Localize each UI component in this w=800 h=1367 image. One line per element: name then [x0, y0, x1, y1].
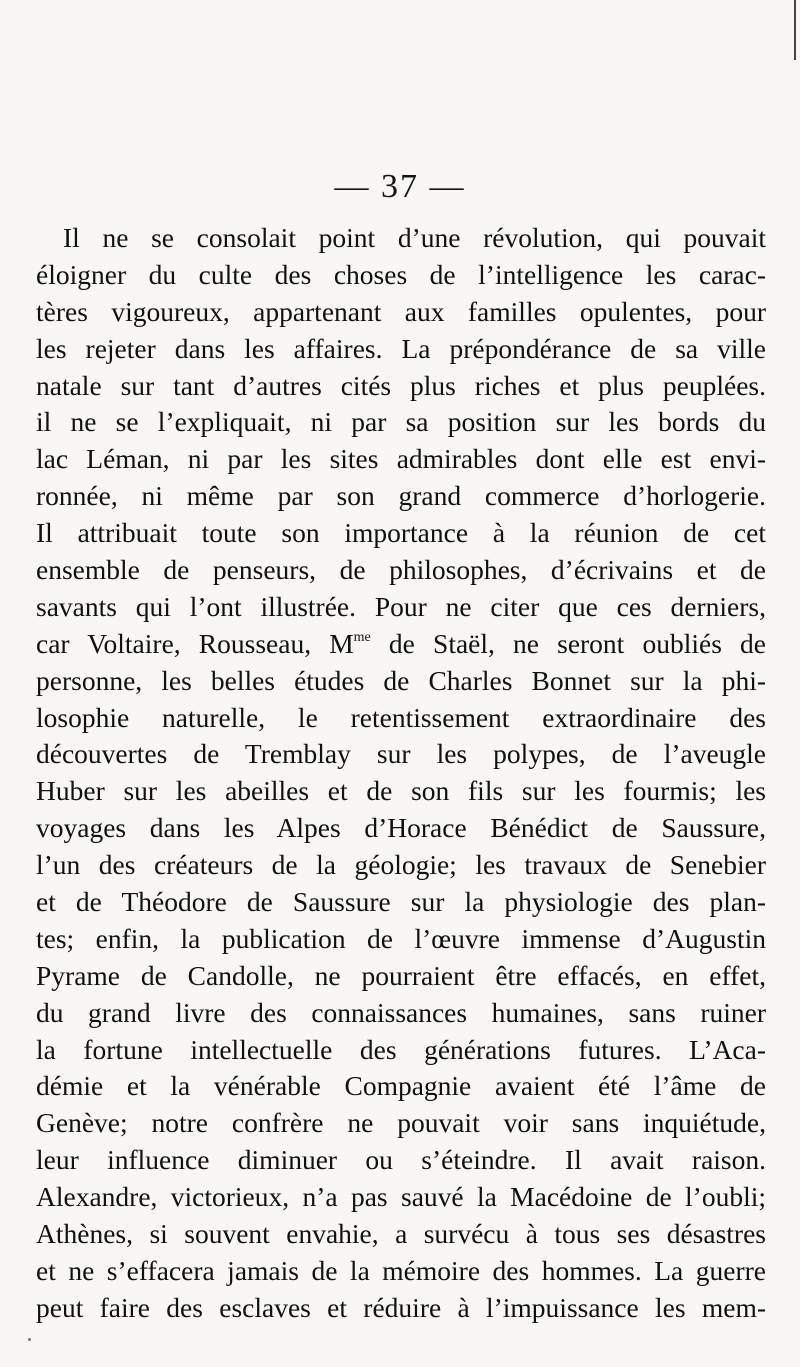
text-line: natale sur tant d’autres cités plus riches et plus peuplées.: [36, 369, 766, 401]
text-line: savants qui l’ont illustrée. Pour ne citer que ces derniers,: [36, 590, 766, 622]
text-line: Athènes, si souvent envahie, a survécu à tous ses désastres: [36, 1218, 766, 1250]
body-text: [36, 220, 766, 1327]
text-line: losophie naturelle, le retentissement extraordinaire des: [36, 701, 766, 733]
text-line: tères vigoureux, appartenant aux familles opulentes, pour: [36, 295, 766, 327]
page-number: — 37 —: [334, 168, 466, 205]
text-line: voyages dans les Alpes d’Horace Bénédict de Saussure,: [36, 812, 766, 844]
text-line: les rejeter dans les affaires. La prépondérance de sa ville: [36, 332, 766, 364]
text-line: Il ne se consolait point d’une révolution, qui pouvait: [63, 222, 766, 253]
text-line: personne, les belles études de Charles Bonnet sur la phi-: [36, 664, 766, 696]
text-line-with-superscript: [36, 626, 766, 663]
superscript: me: [353, 629, 371, 645]
text-line: tes; enfin, la publication de l’œuvre immense d’Augustin: [36, 922, 766, 954]
text-line: ronnée, ni même par son grand commerce d’horlogerie.: [36, 480, 766, 512]
text-line: Alexandre, victorieux, n’a pas sauvé la Macédoine de l’oubli;: [36, 1181, 766, 1213]
text-line: Huber sur les abeilles et de son fils sur les fourmis; les: [36, 775, 766, 807]
text-line: la fortune intellectuelle des générations futures. L’Aca-: [36, 1033, 766, 1065]
text-line: Pyrame de Candolle, ne pourraient être effacés, en effet,: [36, 959, 766, 991]
text-line: démie et la vénérable Compagnie avaient été l’âme de: [36, 1070, 766, 1102]
text-segment: car Voltaire, Rousseau, M: [36, 627, 354, 659]
text-line: lac Léman, ni par les sites admirables dont elle est envi-: [36, 443, 766, 475]
text-line: Il attribuait toute son importance à la réunion de cet: [36, 517, 766, 549]
text-line: découvertes de Tremblay sur les polypes, de l’aveugle: [36, 738, 766, 770]
text-line: ensemble de penseurs, de philosophes, d’écrivains et de: [36, 554, 766, 586]
text-line: et de Théodore de Saussure sur la physiologie des plan-: [36, 886, 766, 918]
text-line: et ne s’effacera jamais de la mémoire des hommes. La guerre: [36, 1254, 766, 1286]
text-line: éloigner du culte des choses de l’intelligence les carac-: [36, 258, 766, 290]
scan-speck: [28, 1338, 31, 1341]
text-line: l’un des créateurs de la géologie; les travaux de Senebier: [36, 849, 766, 881]
text-line: du grand livre des connaissances humaines, sans ruiner: [36, 996, 766, 1028]
scan-edge-mark: [794, 0, 796, 60]
text-line: il ne se l’expliquait, ni par sa position sur les bords du: [36, 406, 766, 438]
text-segment: de Staël, ne seront oubliés de: [370, 627, 766, 659]
text-line: Genève; notre confrère ne pouvait voir sans inquiétude,: [36, 1107, 766, 1139]
text-line: peut faire des esclaves et réduire à l’impuissance les mem-: [36, 1291, 766, 1323]
text-line: leur influence diminuer ou s’éteindre. Il avait raison.: [36, 1144, 766, 1176]
